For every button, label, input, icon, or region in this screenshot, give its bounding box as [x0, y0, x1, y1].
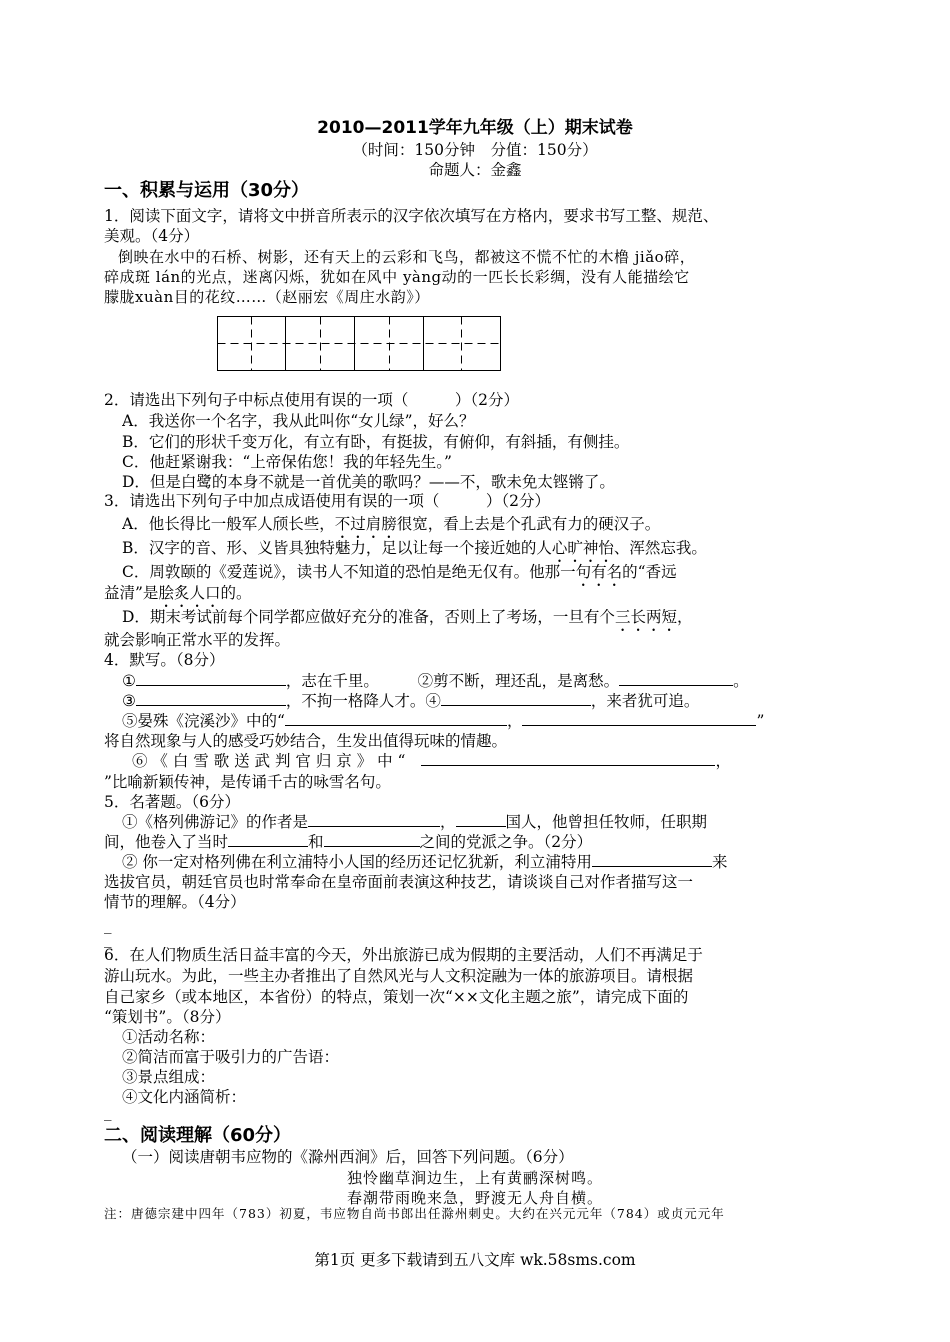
q5-blank-party-2[interactable]	[324, 832, 420, 847]
q6-line-3: 自己家乡（或本地区，本省份）的特点，策划一次“××文化主题之旅”，请完成下面的	[104, 988, 689, 1006]
q4-row-6: ”比喻新颖传神，是传诵千古的咏雪名句。	[104, 773, 391, 791]
answer-line-mark: _	[104, 1103, 112, 1121]
reading-1-intro: （一）阅读唐朝韦应物的《滁州西涧》后，回答下列问题。（6分）	[122, 1148, 574, 1166]
q1-passage-3: 朦胧xuàn目的花纹……（赵丽宏《周庄水韵》）	[104, 288, 430, 306]
q5-blank-author[interactable]	[308, 812, 440, 827]
q3-stem: 3．请选出下列句子中加点成语使用有误的一项（ ）（2分）	[104, 492, 550, 510]
q3-option-a: A．他长得比一般军人颀长些，不过肩膀很宽，看上去是个孔武有力的硬汉子。	[122, 515, 661, 533]
exam-author: 命题人：金鑫	[428, 161, 522, 179]
q4-blank-3[interactable]	[136, 691, 286, 706]
q3-option-b: B．汉字的音、形、义皆具独特魅力，足以让每一个接近她的人心旷神怡、浑然忘我。	[122, 539, 707, 557]
q1-passage-2: 碎成斑 lán的光点，迷离闪烁，犹如在风中 yàng动的一匹长长彩绸，没有人能描绘它	[104, 268, 690, 286]
q2-option-c: C．他赶紧谢我：“上帝保佑您！我的年轻先生。”	[122, 453, 452, 471]
exam-title: 2010—2011学年九年级（上）期末试卷	[317, 118, 633, 138]
q5-line-1: ①《格列佛游记》的作者是 ， 国人，他曾担任牧师，任职期	[122, 813, 708, 831]
q4-row-5: ⑥ 《 白 雪 歌 送 武 判 官 归 京 》 中 “ ，	[132, 752, 731, 770]
q5-line-2: 间，他卷入了当时 和 之间的党派之争。（2分）	[104, 833, 593, 851]
q4-blank-6[interactable]	[522, 711, 756, 726]
q4-row-4: 将自然现象与人的感受巧妙结合，生发出值得玩味的情趣。	[104, 732, 508, 750]
q6-item-4: ④文化内涵简析：	[122, 1088, 247, 1106]
q1-passage-1: 倒映在水中的石桥、树影，还有天上的云彩和飞鸟，都被这不慌不忙的木橹 jiǎo碎，	[118, 248, 696, 266]
q6-item-3: ③景点组成：	[122, 1068, 216, 1086]
q6-line-2: 游山玩水。为此，一些主办者推出了自然风光与人文积淀融为一体的旅游项目。请根据	[104, 967, 694, 985]
q4-blank-4[interactable]	[441, 691, 591, 706]
q1-line-1: 1．阅读下面文字，请将文中拼音所表示的汉字依次填写在方格内，要求书写工整、规范、	[104, 207, 719, 225]
poem-line-1: 独怜幽草涧边生，上有黄鹂深树鸣。	[346, 1169, 603, 1187]
answer-line-mark: _	[104, 916, 112, 934]
q6-item-1: ①活动名称：	[122, 1028, 216, 1046]
q4-row-1: ① ，志在千里。 ②剪不断，理还乱，是离愁。 。	[122, 672, 749, 690]
q5-stem: 5．名著题。（6分）	[104, 793, 240, 811]
page-footer: 第1页 更多下载请到五八文库 wk.58sms.com	[314, 1251, 636, 1269]
q3-option-c-line-2: 益清”是脍炙人口的。	[104, 584, 252, 602]
q5-blank-country[interactable]	[456, 812, 506, 827]
q2-stem: 2．请选出下列句子中标点使用有误的一项（ ）（2分）	[104, 391, 519, 409]
q5-blank-method[interactable]	[592, 852, 712, 867]
answer-grid	[217, 316, 503, 372]
q5-line-4: 选拔官员，朝廷官员也时常奉命在皇帝面前表演这种技艺，请谈谈自己对作者描写这一	[104, 873, 694, 891]
q3-option-d-line-1: D．期末考试前每个同学都应做好充分的准备，否则上了考场，一旦有个三长两短，	[122, 608, 693, 626]
q4-blank-2[interactable]	[619, 671, 733, 686]
q5-line-5: 情节的理解。（4分）	[104, 893, 246, 911]
q4-blank-1[interactable]	[136, 671, 286, 686]
q6-item-2: ②简洁而富于吸引力的广告语：	[122, 1048, 340, 1066]
section2-heading: 二、阅读理解（60分）	[104, 1125, 292, 1146]
section1-heading: 一、积累与运用（30分）	[104, 180, 310, 201]
q4-row-2: ③ ，不拘一格降人才。④ ，来者犹可追。	[122, 692, 700, 710]
q2-option-a: A．我送你一个名字，我从此叫你“女儿绿”，好么？	[122, 412, 475, 430]
poem-line-2: 春潮带雨晚来急，野渡无人舟自横。	[346, 1189, 603, 1207]
q4-stem: 4．默写。（8分）	[104, 651, 225, 669]
q2-option-b: B．它们的形状千变万化，有立有卧，有挺拔，有俯仰，有斜插，有侧挂。	[122, 433, 630, 451]
exam-time-score: （时间：150分钟 分值：150分）	[352, 141, 598, 159]
q4-row-3: ⑤晏殊《浣溪沙》中的“ ， ”	[122, 712, 765, 730]
q4-blank-7[interactable]	[421, 751, 715, 766]
q4-blank-5[interactable]	[285, 711, 507, 726]
q6-line-1: 6．在人们物质生活日益丰富的今天，外出旅游已成为假期的主要活动，人们不再满足于	[104, 946, 703, 964]
q5-blank-party-1[interactable]	[228, 832, 308, 847]
q3-option-c-line-1: C．周敦颐的《爱莲说》，读书人不知道的恐怕是绝无仅有。他那一句有名的“香远	[122, 563, 677, 581]
q1-line-2: 美观。（4分）	[104, 227, 200, 245]
q5-line-3: ② 你一定对格列佛在利立浦特小人国的经历还记忆犹新，利立浦特用 来	[122, 853, 728, 871]
poem-note: 注：唐德宗建中四年（783）初夏，韦应物自尚书郎出任滁州刺史。大约在兴元元年（784）或贞元元年	[104, 1206, 725, 1221]
q2-option-d: D．但是白鹭的本身不就是一首优美的歌吗？——不，歌未免太铿锵了。	[122, 473, 615, 491]
q6-line-4: “策划书”。（8分）	[104, 1008, 231, 1026]
answer-line-mark: _	[104, 930, 112, 948]
q3-option-d-line-2: 就会影响正常水平的发挥。	[104, 631, 291, 649]
